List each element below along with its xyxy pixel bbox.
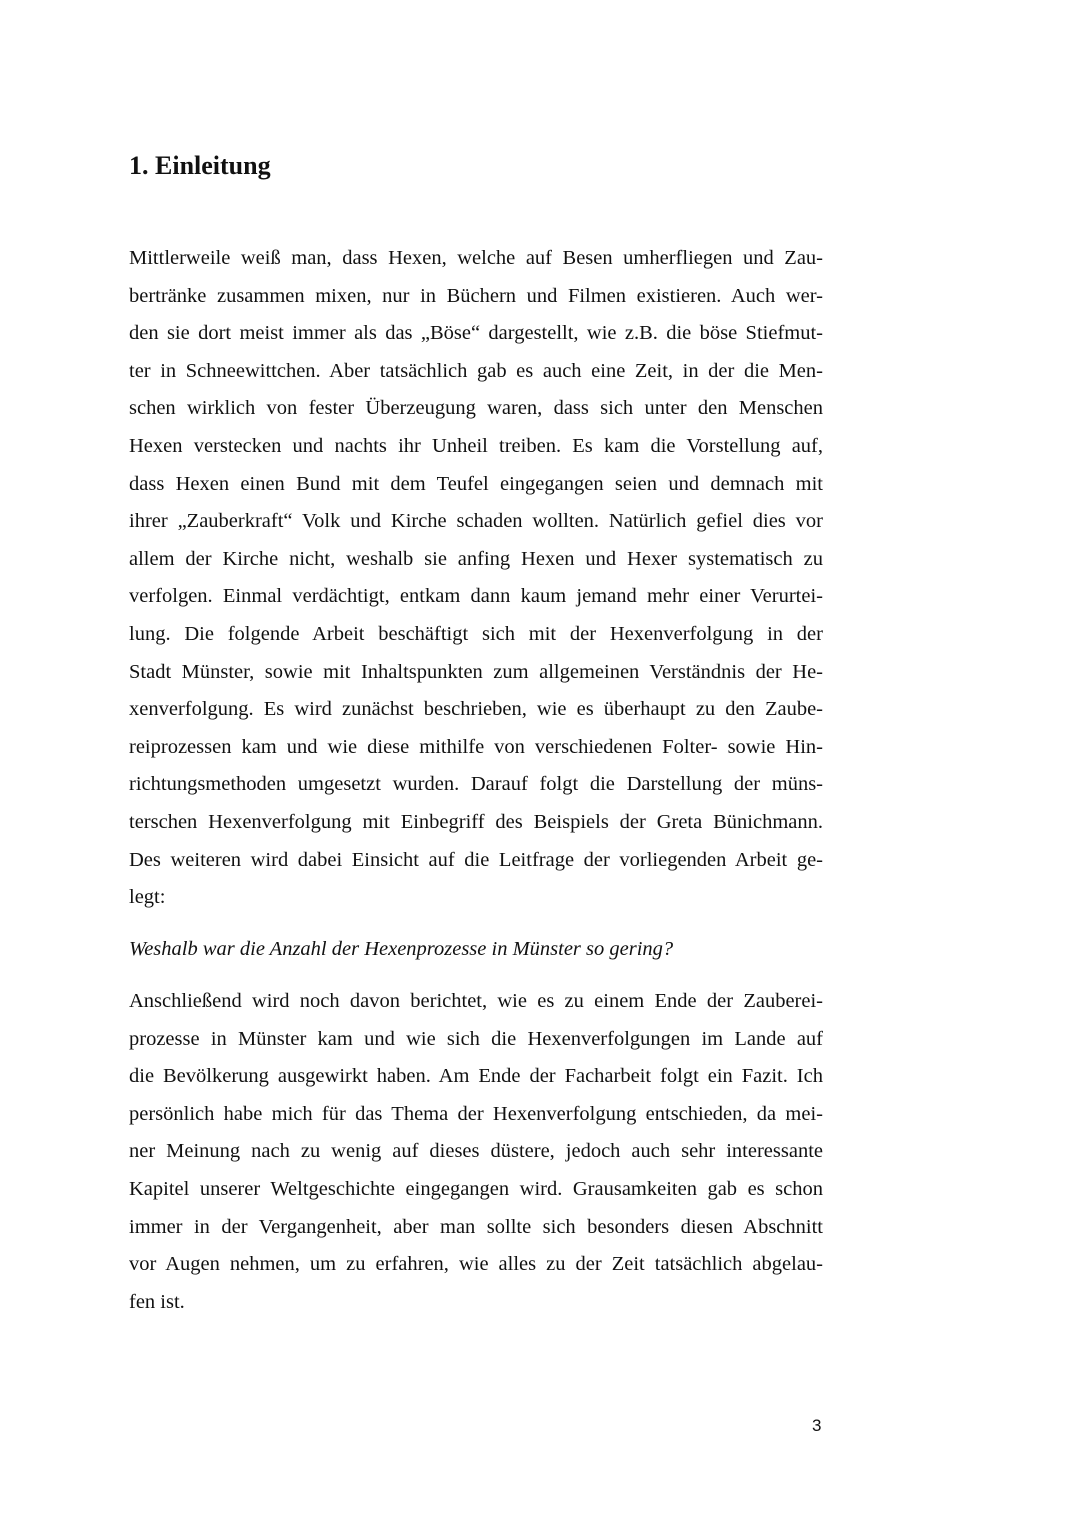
text-line: fen ist. <box>129 1290 185 1313</box>
text-line: Stadt Münster, sowie mit Inhaltspunkten zum allgemeinen Verständnis der He- <box>129 660 823 683</box>
outlook-paragraph <box>129 983 823 1321</box>
text-line: Hexen verstecken und nachts ihr Unheil treiben. Es kam die Vorstellung auf, <box>129 434 823 457</box>
text-line: immer in der Vergangenheit, aber man sollte sich besonders diesen Abschnitt <box>129 1215 823 1238</box>
text-line: dass Hexen einen Bund mit dem Teufel eingegangen seien und demnach mit <box>129 472 823 495</box>
text-line: ner Meinung nach zu wenig auf dieses düstere, jedoch auch sehr interessante <box>129 1140 823 1163</box>
research-question: Weshalb war die Anzahl der Hexenprozesse in Münster so gering? <box>129 938 674 960</box>
text-line: Mittlerweile weiß man, dass Hexen, welche auf Besen umherfliegen und Zau- <box>129 247 823 269</box>
text-line: den sie dort meist immer als das „Böse“ dargestellt, wie z.B. die böse Stiefmut- <box>129 322 823 345</box>
text-line: persönlich habe mich für das Thema der Hexenverfolgung entschieden, da mei- <box>129 1102 823 1125</box>
page-number: 3 <box>812 1416 822 1435</box>
text-line: Kapitel unserer Weltgeschichte eingegangen wird. Grausamkeiten gab es schon <box>129 1177 823 1200</box>
text-line: reiprozessen kam und wie diese mithilfe von verschiedenen Folter- sowie Hin- <box>129 735 823 758</box>
text-line: Des weiteren wird dabei Einsicht auf die Leitfrage der vorliegenden Arbeit ge- <box>129 848 823 871</box>
text-line: terschen Hexenverfolgung mit Einbegriff des Beispiels der Greta Bünichmann. <box>129 810 823 833</box>
text-line: ihrer „Zauberkraft“ Volk und Kirche schaden wollten. Natürlich gefiel dies vor <box>129 510 823 533</box>
text-line: allem der Kirche nicht, weshalb sie anfing Hexen und Hexer systematisch zu <box>129 547 823 570</box>
intro-paragraph <box>129 240 823 917</box>
text-line: richtungsmethoden umgesetzt wurden. Darauf folgt die Darstellung der müns- <box>129 773 823 796</box>
text-line: schen wirklich von fester Überzeugung waren, dass sich unter den Menschen <box>129 397 823 420</box>
text-line: xenverfolgung. Es wird zunächst beschrieben, wie es überhaupt zu den Zaube- <box>129 698 823 721</box>
text-line: vor Augen nehmen, um zu erfahren, wie alles zu der Zeit tatsächlich abgelau- <box>129 1253 823 1276</box>
text-line: verfolgen. Einmal verdächtigt, entkam dann kaum jemand mehr einer Verurtei- <box>129 585 823 608</box>
text-line: prozesse in Münster kam und wie sich die Hexenverfolgungen im Lande auf <box>129 1027 823 1050</box>
text-line: Anschließend wird noch davon berichtet, wie es zu einem Ende der Zauberei- <box>129 990 823 1012</box>
text-line: ter in Schneewittchen. Aber tatsächlich gab es auch eine Zeit, in der die Men- <box>129 359 823 382</box>
section-heading: 1. Einleitung <box>129 151 271 180</box>
text-line: die Bevölkerung ausgewirkt haben. Am Ende der Facharbeit folgt ein Fazit. Ich <box>129 1065 823 1088</box>
text-line: bertränke zusammen mixen, nur in Büchern und Filmen existieren. Auch wer- <box>129 284 823 307</box>
text-line: lung. Die folgende Arbeit beschäftigt sich mit der Hexenverfolgung in der <box>129 622 823 645</box>
text-line: legt: <box>129 886 166 909</box>
